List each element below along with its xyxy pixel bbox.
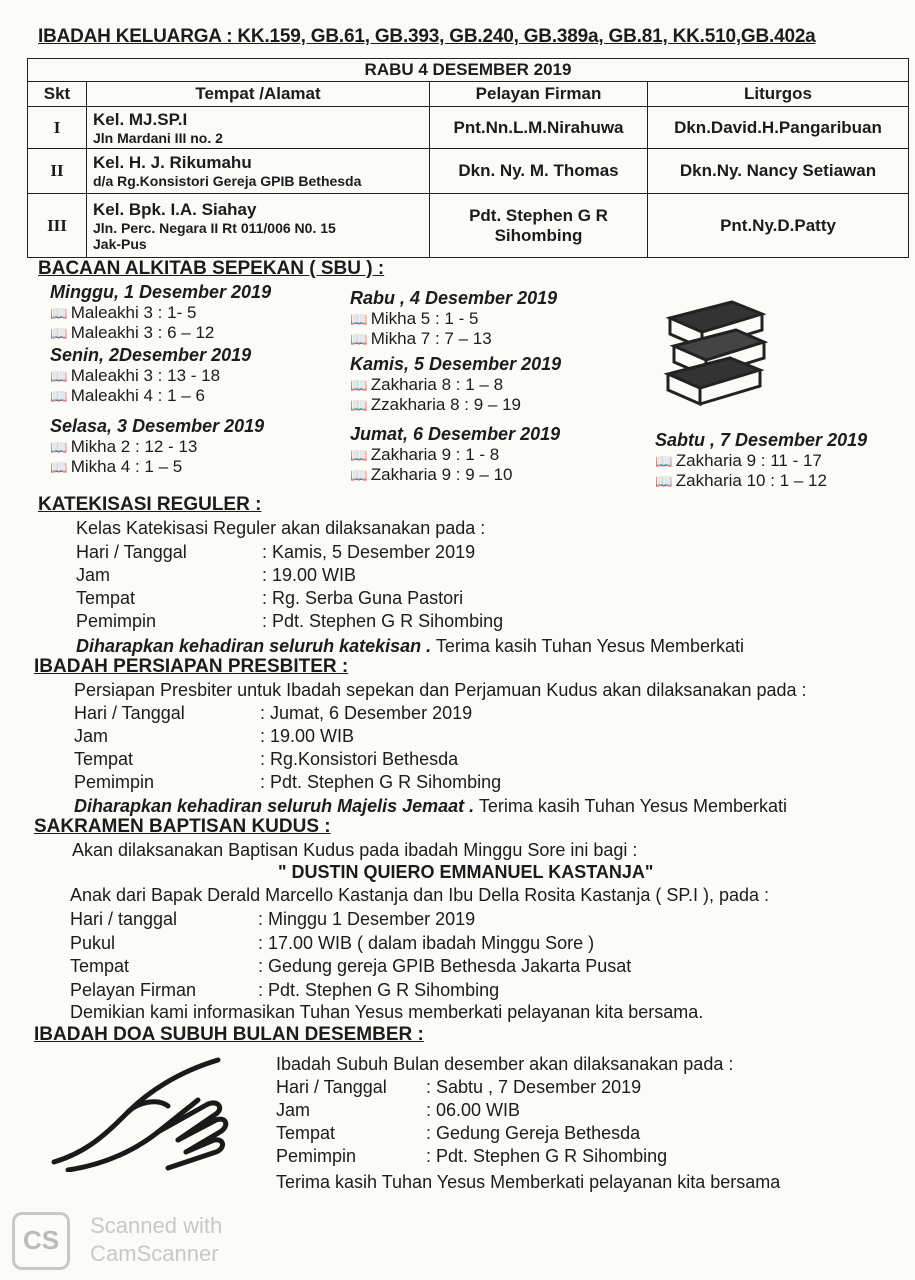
sbu-day-senin	[50, 345, 251, 406]
sbu-heading: BACAAN ALKITAB SEPEKAN ( SBU ) :	[38, 258, 385, 279]
book-icon: 📖	[655, 453, 673, 469]
book-icon: 📖	[50, 305, 68, 321]
field-value: : Rg. Serba Guna Pastori	[262, 588, 464, 608]
field-value: : 19.00 WIB	[262, 565, 357, 585]
reading: Zakharia 8 : 1 – 8	[370, 375, 504, 394]
closing-text: Terima kasih Tuhan Yesus Memberkati	[474, 796, 788, 816]
presbiter-closing	[74, 796, 787, 817]
day-title: Selasa, 3 Desember 2019	[50, 416, 265, 436]
address-city: Jak-Pus	[93, 235, 147, 252]
table-row	[28, 194, 909, 258]
katekisasi-closing	[76, 636, 744, 657]
table-row	[28, 107, 909, 149]
liturgos-cell: Dkn.Ny. Nancy Setiawan	[648, 149, 909, 194]
field-value: : Gedung gereja GPIB Bethesda Jakarta Pusat	[258, 956, 632, 976]
field-label: Hari / Tanggal	[76, 542, 187, 562]
reading: Zakharia 9 : 9 – 10	[370, 465, 513, 484]
pelayan-line1: Pdt. Stephen G R	[469, 205, 608, 225]
header-skt: Skt	[28, 82, 87, 107]
reading: Maleakhi 3 : 6 – 12	[70, 323, 215, 342]
field-label: Pemimpin	[74, 772, 155, 792]
reading: Zzakharia 8 : 9 – 19	[370, 395, 521, 414]
books-stack-icon	[662, 296, 772, 408]
book-icon: 📖	[350, 467, 368, 483]
reading: Mikha 2 : 12 - 13	[70, 437, 198, 456]
sbu-day-rabu	[350, 288, 557, 349]
baptisan-heading: SAKRAMEN BAPTISAN KUDUS :	[34, 816, 331, 837]
day-title: Minggu, 1 Desember 2019	[50, 282, 272, 302]
field-label: Pukul	[70, 932, 116, 953]
field-value: : Kamis, 5 Desember 2019	[262, 542, 476, 562]
field-label: Pemimpin	[76, 611, 157, 631]
field-value: : Gedung Gereja Bethesda	[426, 1123, 641, 1143]
field-value: : 19.00 WIB	[260, 726, 355, 746]
field-value: : Pdt. Stephen G R Sihombing	[262, 611, 504, 631]
day-title: Rabu , 4 Desember 2019	[350, 288, 558, 308]
reading: Zakharia 10 : 1 – 12	[675, 471, 827, 490]
field-label: Jam	[74, 726, 109, 746]
day-title: Senin, 2Desember 2019	[50, 345, 252, 365]
header-pelayan: Pelayan Firman	[430, 82, 648, 107]
liturgos-cell: Dkn.David.H.Pangaribuan	[648, 107, 909, 149]
field-label: Tempat	[276, 1123, 336, 1143]
field-label: Pemimpin	[276, 1146, 357, 1166]
book-icon: 📖	[350, 331, 368, 347]
book-icon: 📖	[50, 325, 68, 341]
sbu-day-kamis	[350, 354, 561, 415]
field-value: : 06.00 WIB	[426, 1100, 521, 1120]
book-icon: 📖	[350, 311, 368, 327]
field-value: : Pdt. Stephen G R Sihombing	[258, 979, 500, 1000]
field-value: : Sabtu , 7 Desember 2019	[426, 1077, 642, 1097]
keluarga-name: Kel. Bpk. I.A. Siahay	[93, 199, 257, 219]
baptisan-closing: Demikian kami informasikan Tuhan Yesus memberkati pelayanan kita bersama.	[70, 1002, 704, 1022]
baptisan-name: " DUSTIN QUIERO EMMANUEL KASTANJA"	[278, 862, 654, 882]
reading: Zakharia 9 : 1 - 8	[370, 445, 500, 464]
field-label: Tempat	[76, 588, 136, 608]
field-label: Tempat	[70, 956, 130, 976]
pelayan-cell: Dkn. Ny. M. Thomas	[430, 149, 648, 194]
reading: Mikha 5 : 1 - 5	[370, 309, 479, 328]
header-tempat: Tempat /Alamat	[87, 82, 430, 107]
book-icon: 📖	[50, 459, 68, 475]
reading: Maleakhi 3 : 13 - 18	[70, 366, 221, 385]
field-label: Hari / tanggal	[70, 909, 178, 929]
field-label: Hari / Tanggal	[276, 1077, 387, 1097]
field-value: : 17.00 WIB ( dalam ibadah Minggu Sore )	[258, 932, 595, 953]
book-icon: 📖	[350, 377, 368, 393]
subuh-heading: IBADAH DOA SUBUH BULAN DESEMBER :	[34, 1024, 424, 1045]
field-value: : Jumat, 6 Desember 2019	[260, 703, 473, 723]
address: d/a Rg.Konsistori Gereja GPIB Bethesda	[93, 173, 362, 189]
reading: Mikha 7 : 7 – 13	[370, 329, 492, 348]
field-label: Tempat	[74, 749, 134, 769]
day-title: Sabtu , 7 Desember 2019	[655, 430, 868, 450]
sektor-cell: II	[28, 149, 87, 194]
katekisasi-intro: Kelas Katekisasi Reguler akan dilaksanakan pada :	[76, 518, 486, 538]
sbu-day-minggu	[50, 282, 271, 343]
table-row	[28, 149, 909, 194]
reading: Mikha 4 : 1 – 5	[70, 457, 183, 476]
pelayan-cell	[430, 194, 648, 258]
baptisan-parents: Anak dari Bapak Derald Marcello Kastanja dan Ibu Della Rosita Kastanja ( SP.I ), pada :	[70, 885, 770, 905]
alamat-cell	[87, 107, 430, 149]
field-value: : Rg.Konsistori Bethesda	[260, 749, 459, 769]
watermark-line1: Scanned with	[90, 1213, 223, 1238]
sbu-day-jumat	[350, 424, 560, 485]
presbiter-intro: Persiapan Presbiter untuk Ibadah sepekan dan Perjamuan Kudus akan dilaksanakan pada :	[74, 680, 807, 700]
ibadah-keluarga-table	[27, 58, 909, 258]
sbu-day-selasa	[50, 416, 264, 477]
katekisasi-detail	[76, 541, 503, 633]
book-icon: 📖	[50, 368, 68, 384]
table-date: RABU 4 DESEMBER 2019	[28, 59, 909, 82]
pelayan-line2: Sihombing	[494, 225, 583, 245]
day-title: Jumat, 6 Desember 2019	[350, 424, 561, 444]
address: Jln Mardani III no. 2	[93, 129, 223, 146]
field-label: Pelayan Firman	[70, 979, 197, 1000]
subuh-closing: Terima kasih Tuhan Yesus Memberkati pelayanan kita bersama	[276, 1172, 781, 1192]
field-value: : Pdt. Stephen G R Sihombing	[426, 1146, 668, 1166]
praying-hands-icon	[48, 1052, 248, 1172]
field-label: Jam	[76, 565, 111, 585]
keluarga-name: Kel. MJ.SP.I	[93, 109, 188, 129]
sektor-cell: I	[28, 107, 87, 149]
reading: Maleakhi 4 : 1 – 6	[70, 386, 205, 405]
reading: Zakharia 9 : 11 - 17	[675, 451, 822, 470]
sbu-day-sabtu	[655, 430, 867, 491]
baptisan-intro: Akan dilaksanakan Baptisan Kudus pada ibadah Minggu Sore ini bagi :	[72, 840, 638, 860]
book-icon: 📖	[350, 447, 368, 463]
field-label: Jam	[276, 1100, 311, 1120]
subuh-intro: Ibadah Subuh Bulan desember akan dilaksanakan pada :	[276, 1054, 734, 1074]
keluarga-name: Kel. H. J. Rikumahu	[93, 153, 252, 172]
alamat-cell	[87, 149, 430, 194]
book-icon: 📖	[50, 439, 68, 455]
pelayan-cell: Pnt.Nn.L.M.Nirahuwa	[430, 107, 648, 149]
alamat-cell	[87, 194, 430, 258]
presbiter-heading: IBADAH PERSIAPAN PRESBITER :	[34, 656, 349, 677]
sektor-cell: III	[28, 194, 87, 258]
field-value: : Pdt. Stephen G R Sihombing	[260, 772, 502, 792]
camscanner-watermark	[12, 1212, 222, 1270]
liturgos-cell: Pnt.Ny.D.Patty	[648, 194, 909, 258]
camscanner-logo: CS	[12, 1212, 70, 1270]
reading: Maleakhi 3 : 1- 5	[70, 303, 197, 322]
subuh-detail	[276, 1076, 667, 1168]
header-liturgos: Liturgos	[648, 82, 909, 107]
field-label: Hari / Tanggal	[74, 703, 185, 723]
watermark-line2: CamScanner	[90, 1241, 219, 1266]
closing-emphasis: Diharapkan kehadiran seluruh Majelis Jemaat .	[74, 796, 475, 816]
katekisasi-heading: KATEKISASI REGULER :	[38, 494, 262, 515]
baptisan-detail	[70, 908, 631, 1002]
book-icon: 📖	[350, 397, 368, 413]
closing-emphasis: Diharapkan kehadiran seluruh katekisan .	[76, 636, 432, 656]
address: Jln. Perc. Negara II Rt 011/006 N0. 15	[93, 219, 336, 236]
presbiter-detail	[74, 702, 501, 794]
page-title: IBADAH KELUARGA : KK.159, GB.61, GB.393, GB.240, GB.389a, GB.81, KK.510,GB.402a	[38, 26, 816, 47]
day-title: Kamis, 5 Desember 2019	[350, 354, 562, 374]
book-icon: 📖	[50, 388, 68, 404]
book-icon: 📖	[655, 473, 673, 489]
field-value: : Minggu 1 Desember 2019	[258, 909, 476, 929]
closing-text: Terima kasih Tuhan Yesus Memberkati	[431, 636, 744, 656]
